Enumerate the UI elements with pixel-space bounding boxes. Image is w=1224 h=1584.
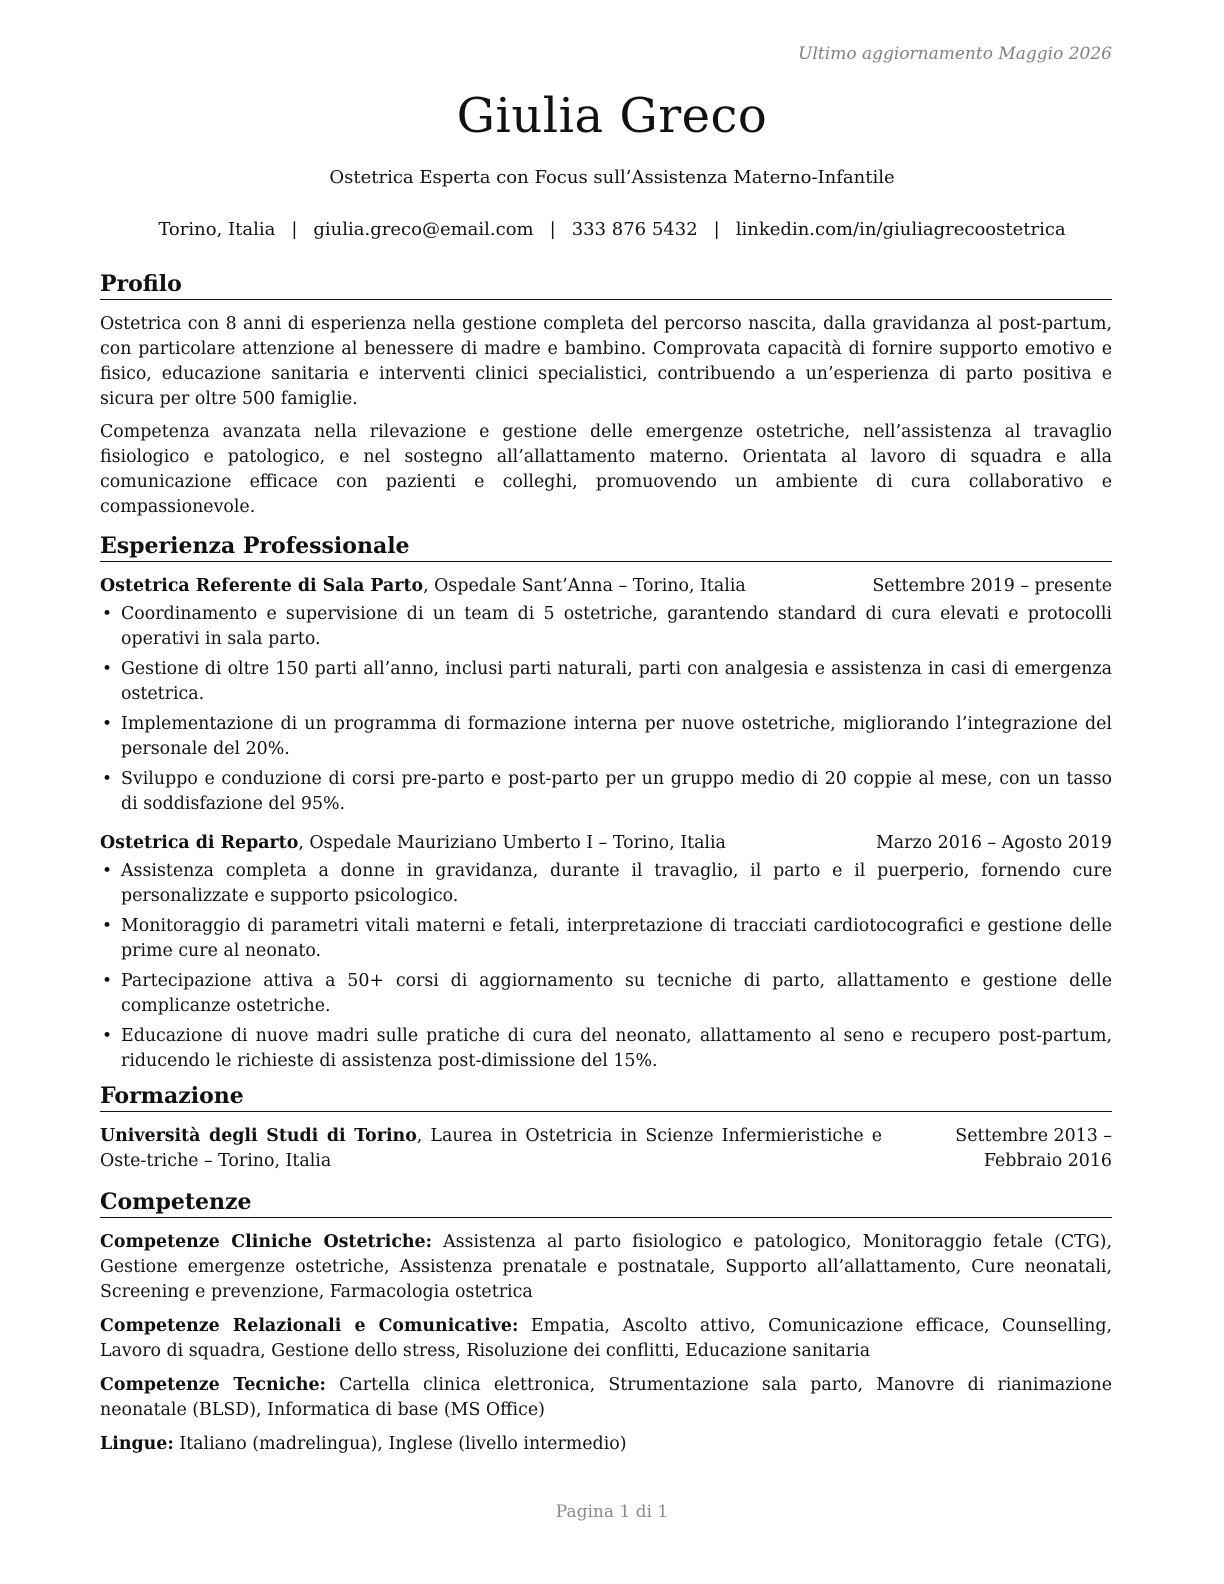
skill-text: Cartella clinica elettronica, Strumentazione sala parto, Manovre di rianimazione neonatale (BLSD), Informatica di base (MS Office) [100, 1375, 1112, 1420]
section-skills [100, 1188, 1112, 1457]
skill-label: Competenze Relazionali e Comunicative: [100, 1316, 519, 1336]
profile-paragraph: Competenza avanzata nella rilevazione e gestione delle emergenze ostetriche, nell’assistenza al travaglio fisiologico e patologico, e nel sostegno all’allattamento materno. Orientata al lavoro di squadra e alla comunicazione efficace con pazienti e colleghi, promuovendo un ambiente di cura collaborativo e compassionevole. [100, 422, 1112, 517]
job-place: , Ospedale Sant’Anna – Torino, Italia [423, 576, 746, 596]
section-title: Competenze [100, 1188, 1112, 1218]
contact-line [0, 219, 1224, 240]
skill-group [100, 1230, 1112, 1305]
skill-label: Competenze Cliniche Ostetriche: [100, 1232, 433, 1252]
candidate-name: Giulia Greco [456, 88, 768, 144]
education-entry [100, 1124, 1112, 1174]
contact-separator: | [549, 219, 556, 240]
list-item: • Sviluppo e conduzione di corsi pre-parto e post-parto per un gruppo medio di 20 coppie al mese, con un tasso di soddisfazione del 95%. [100, 767, 1112, 817]
job-bullets [100, 859, 1112, 1074]
contact-linkedin[interactable]: linkedin.com/in/giuliagrecoostetrica [735, 219, 1066, 240]
resume-body [100, 270, 1112, 1466]
job-role: Ostetrica Referente di Sala Parto [100, 576, 424, 596]
section-experience [100, 532, 1112, 1074]
skill-label: Competenze Tecniche: [100, 1375, 326, 1395]
job-entry [100, 831, 1112, 1074]
contact-separator: | [713, 219, 720, 240]
skill-group [100, 1373, 1112, 1423]
list-item: • Partecipazione attiva a 50+ corsi di aggiornamento su tecniche di parto, allattamento e gestione delle complicanze ostetriche. [100, 969, 1112, 1019]
education-school: Università degli Studi di Torino [100, 1126, 417, 1146]
skill-label: Lingue: [100, 1434, 174, 1454]
education-details: , Laurea in Ostetricia in Scienze Infermieristiche e Oste-triche – Torino, Italia [100, 1126, 882, 1171]
job-entry [100, 574, 1112, 817]
page-number: Pagina 1 di 1 [555, 1502, 669, 1522]
profile-paragraph: Ostetrica con 8 anni di esperienza nella gestione completa del percorso nascita, dalla gravidanza al post-partum, con particolare attenzione al benessere di madre e bambino. Comprovata capacità di fornire supporto emotivo e fisico, educazione sanitaria e interventi clinici specialistici, contribuendo a un’esperienza di parto positiva e sicura per oltre 500 famiglie. [100, 314, 1112, 409]
skill-text: Italiano (madrelingua), Inglese (livello intermedio) [173, 1434, 627, 1454]
skill-group [100, 1314, 1112, 1364]
contact-phone: 333 876 5432 [571, 219, 698, 240]
section-title: Profilo [100, 270, 1112, 300]
contact-email[interactable]: giulia.greco@email.com [313, 219, 534, 240]
skill-text: Empatia, Ascolto attivo, Comunicazione efficace, Counselling, Lavoro di squadra, Gestione dello stress, Risoluzione dei conflitti, Educazione sanitaria [100, 1316, 1112, 1361]
last-updated: Ultimo aggiornamento Maggio 2026 [798, 44, 1112, 64]
job-dates: Settembre 2019 – presente [872, 576, 1112, 596]
job-role: Ostetrica di Reparto [100, 833, 299, 853]
list-item: • Assistenza completa a donne in gravidanza, durante il travaglio, il parto e il puerperio, fornendo cure personalizzate e supporto psicologico. [100, 859, 1112, 909]
list-item: • Implementazione di un programma di formazione interna per nuove ostetriche, migliorando l’integrazione del personale del 20%. [100, 712, 1112, 762]
section-education [100, 1082, 1112, 1174]
job-header [100, 831, 1112, 856]
section-profile [100, 270, 1112, 520]
skill-group [100, 1432, 1112, 1457]
contact-location: Torino, Italia [158, 219, 276, 240]
skill-text: Assistenza al parto fisiologico e patologico, Monitoraggio fetale (CTG), Gestione emergenze ostetriche, Assistenza prenatale e postnatale, Supporto all’allattamento, Cure neonatali, Screening e prevenzione, Farmacologia ostetrica [100, 1232, 1112, 1302]
list-item: • Gestione di oltre 150 parti all’anno, inclusi parti naturali, parti con analgesia e assistenza in casi di emergenza ostetrica. [100, 657, 1112, 707]
education-dates: Settembre 2013 – Febbraio 2016 [955, 1126, 1112, 1171]
section-title: Esperienza Professionale [100, 532, 1112, 562]
section-title: Formazione [100, 1082, 1112, 1112]
list-item: • Coordinamento e supervisione di un team di 5 ostetriche, garantendo standard di cura elevati e protocolli operativi in sala parto. [100, 602, 1112, 652]
job-place: , Ospedale Mauriziano Umberto I – Torino, Italia [298, 833, 726, 853]
headline: Ostetrica Esperta con Focus sull’Assistenza Materno-Infantile [329, 167, 895, 188]
job-header [100, 574, 1112, 599]
list-item: • Educazione di nuove madri sulle pratiche di cura del neonato, allattamento al seno e recupero post-partum, riducendo le richieste di assistenza post-dimissione del 15%. [100, 1024, 1112, 1074]
job-bullets [100, 602, 1112, 817]
list-item: • Monitoraggio di parametri vitali materni e fetali, interpretazione di tracciati cardiotocografici e gestione delle prime cure al neonato. [100, 914, 1112, 964]
job-dates: Marzo 2016 – Agosto 2019 [876, 833, 1112, 853]
contact-separator: | [291, 219, 298, 240]
